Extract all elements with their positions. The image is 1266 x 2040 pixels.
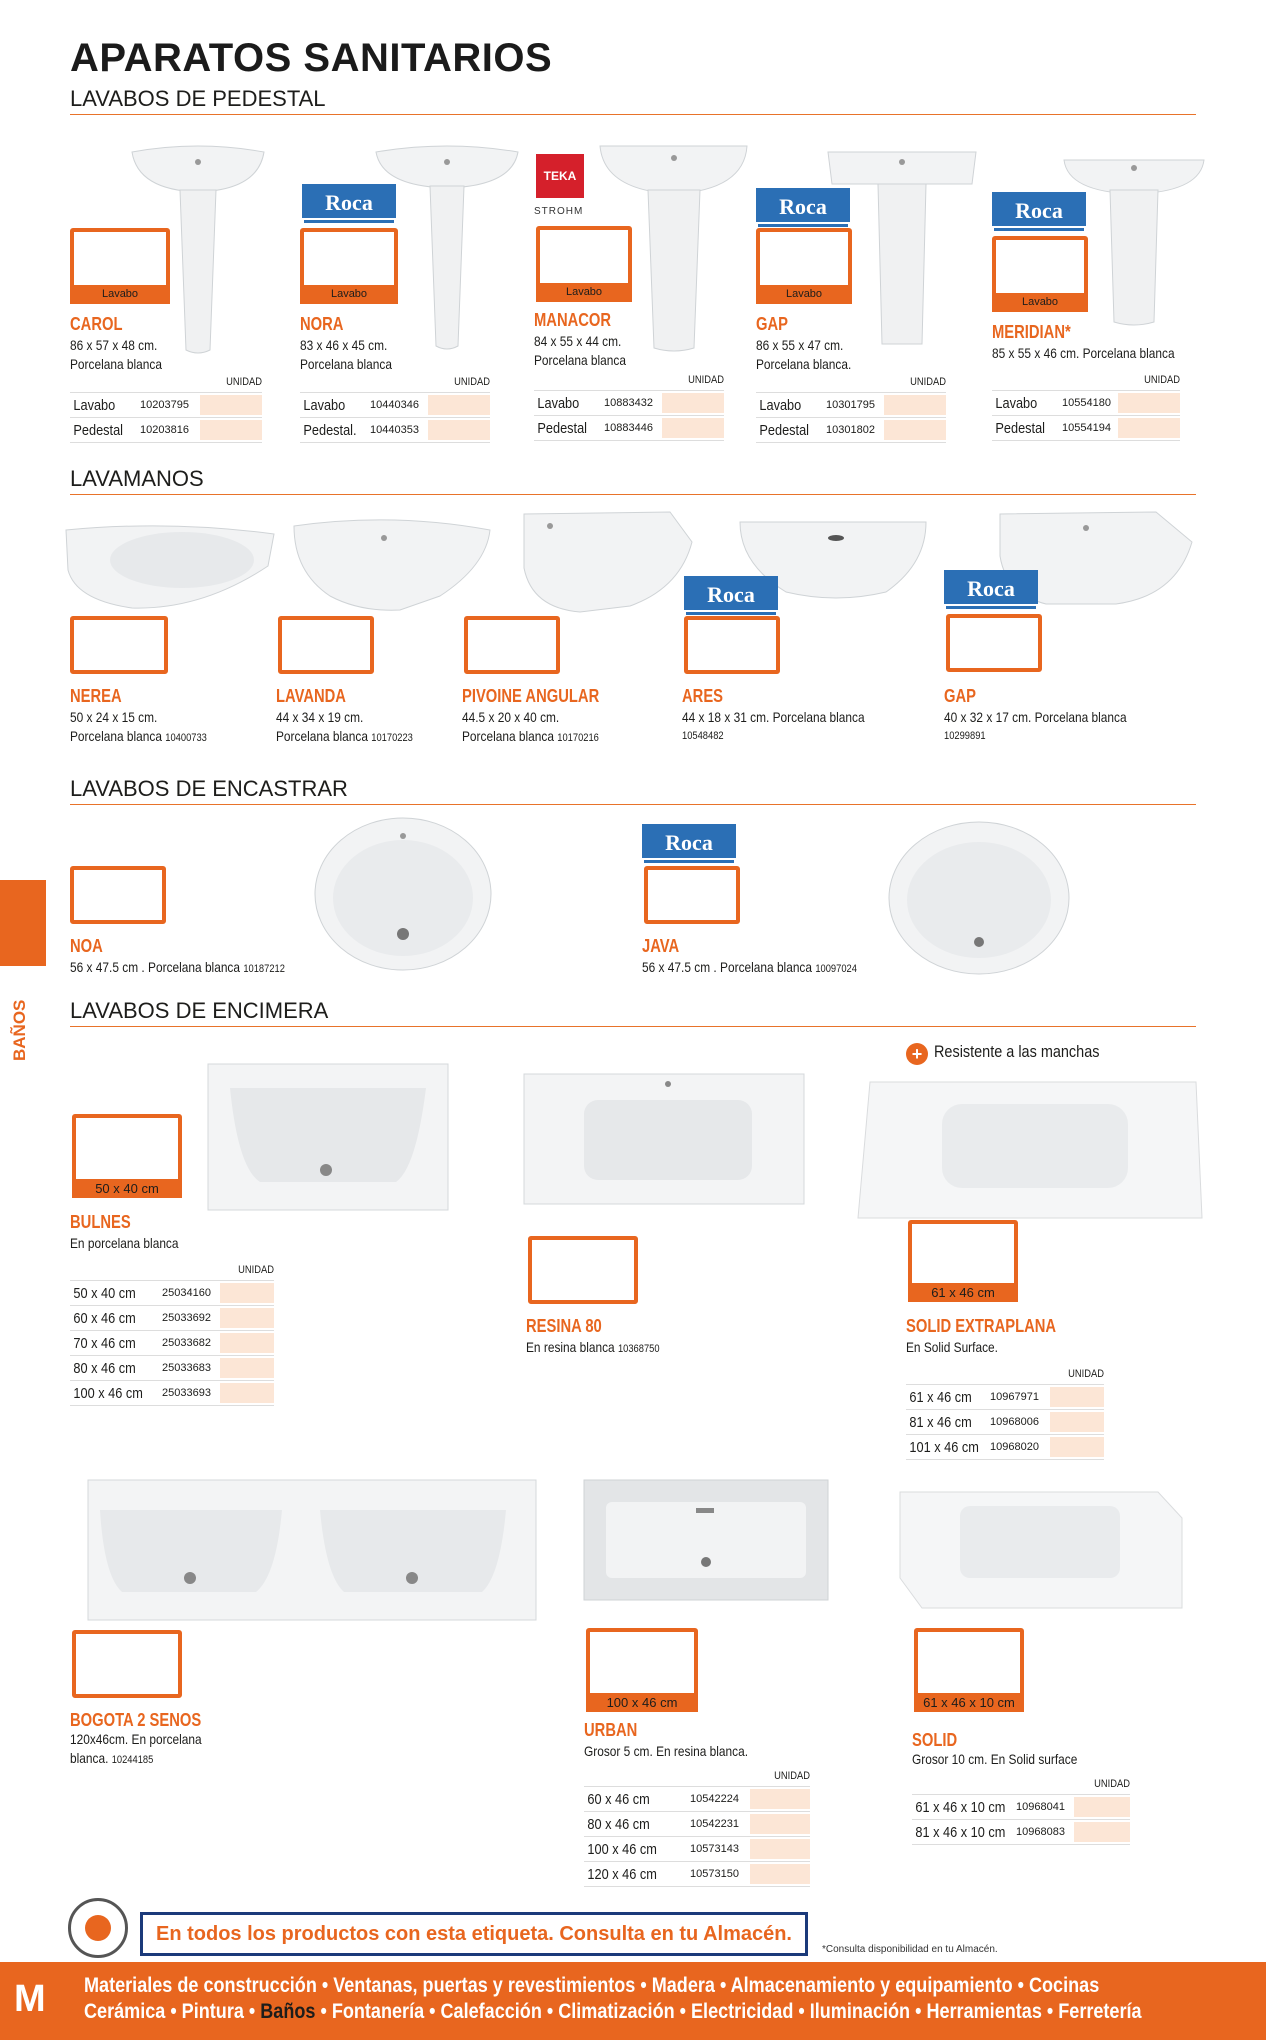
table-row bbox=[70, 1355, 274, 1381]
row-label: 70 x 46 cm bbox=[73, 1334, 136, 1352]
product-desc bbox=[70, 336, 162, 374]
product-name: ARES bbox=[682, 686, 724, 706]
row-code: 10968006 bbox=[990, 1416, 1039, 1428]
table-row bbox=[70, 1330, 274, 1356]
product-name: GAP bbox=[756, 314, 788, 334]
row-code: 10968083 bbox=[1016, 1826, 1065, 1838]
product-desc: En Solid Surface. bbox=[906, 1339, 998, 1355]
desc-line: Porcelana blanca bbox=[70, 356, 162, 372]
row-label: 60 x 46 cm bbox=[73, 1309, 136, 1327]
desc-line: 83 x 46 x 45 cm. bbox=[300, 337, 388, 353]
table-row bbox=[906, 1384, 1104, 1410]
price-box bbox=[72, 1114, 182, 1198]
product-desc bbox=[70, 708, 207, 748]
desc-line: 86 x 57 x 48 cm. bbox=[70, 337, 158, 353]
roca-logo: Roca bbox=[944, 570, 1038, 604]
ref-table bbox=[70, 1264, 274, 1405]
price-box bbox=[992, 236, 1088, 312]
ref-code: 10368750 bbox=[617, 1343, 660, 1355]
price-cell bbox=[750, 1839, 810, 1859]
ref-code: 10400733 bbox=[165, 732, 207, 744]
product-name: PIVOINE ANGULAR bbox=[462, 686, 600, 706]
product-desc bbox=[276, 708, 413, 748]
price-box bbox=[300, 228, 398, 304]
ref-table bbox=[300, 376, 490, 442]
table-row bbox=[70, 1380, 274, 1406]
row-code: 10554180 bbox=[1062, 397, 1111, 409]
table-row bbox=[300, 392, 490, 418]
price-cell bbox=[428, 420, 490, 440]
row-label: Lavabo bbox=[995, 394, 1038, 412]
price-cell bbox=[220, 1283, 274, 1303]
unidad-header: UNIDAD bbox=[226, 376, 262, 388]
row-code: 25033682 bbox=[162, 1337, 211, 1349]
solid-extraplana-image bbox=[856, 1078, 1204, 1226]
footer-current-category: Baños bbox=[260, 2000, 316, 2023]
desc-text: Porcelana blanca bbox=[70, 728, 162, 744]
product-name: NORA bbox=[300, 314, 344, 334]
footer bbox=[0, 1962, 1266, 2040]
section-encimera: LAVABOS DE ENCIMERA bbox=[70, 998, 1196, 1027]
table-row bbox=[992, 390, 1180, 416]
price-box bbox=[586, 1628, 698, 1712]
ref-table bbox=[906, 1368, 1104, 1459]
price-cell bbox=[220, 1358, 274, 1378]
product-name: NEREA bbox=[70, 686, 122, 706]
price-tag: 61 x 46 cm bbox=[908, 1283, 1018, 1302]
price-box bbox=[946, 614, 1042, 672]
table-row bbox=[584, 1786, 810, 1812]
row-code: 10301802 bbox=[826, 424, 875, 436]
unidad-header: UNIDAD bbox=[774, 1770, 810, 1782]
table-row bbox=[70, 417, 262, 443]
table-row bbox=[300, 417, 490, 443]
ref-code: 10170223 bbox=[371, 732, 413, 744]
roca-logo: Roca bbox=[756, 188, 850, 222]
bulnes-image bbox=[206, 1058, 450, 1218]
footer-text: Cerámica • Pintura • bbox=[84, 2000, 261, 2023]
price-cell bbox=[884, 395, 946, 415]
price-cell bbox=[1118, 418, 1180, 438]
row-code: 10573150 bbox=[690, 1868, 739, 1880]
pivoine-image bbox=[520, 508, 696, 616]
row-code: 25033693 bbox=[162, 1387, 211, 1399]
price-cell bbox=[220, 1383, 274, 1403]
price-cell bbox=[662, 393, 724, 413]
price-cell bbox=[1050, 1437, 1104, 1457]
plus-icon: + bbox=[906, 1043, 928, 1065]
price-box bbox=[70, 616, 168, 674]
price-box bbox=[536, 226, 632, 302]
desc-text: Porcelana blanca bbox=[276, 728, 368, 744]
price-box bbox=[70, 228, 170, 304]
product-desc bbox=[944, 708, 1127, 746]
desc-line: Porcelana blanca bbox=[534, 352, 626, 368]
roca-logo: Roca bbox=[302, 184, 396, 218]
product-desc: Grosor 5 cm. En resina blanca. bbox=[584, 1743, 749, 1759]
store-logo: M bbox=[14, 1978, 46, 2020]
ref-table bbox=[534, 374, 724, 440]
product-desc bbox=[682, 708, 865, 746]
price-cell bbox=[750, 1814, 810, 1834]
row-label: Lavabo bbox=[73, 396, 116, 414]
desc-line: 85 x 55 x 46 cm. Porcelana blanca bbox=[992, 345, 1175, 361]
row-label: Lavabo bbox=[537, 394, 580, 412]
desc-line: 44.5 x 20 x 40 cm. bbox=[462, 709, 560, 725]
desc-line bbox=[70, 1749, 202, 1770]
ref-table bbox=[756, 376, 946, 442]
price-tag: 50 x 40 cm bbox=[72, 1179, 182, 1198]
row-label: 50 x 40 cm bbox=[73, 1284, 136, 1302]
product-name: GAP bbox=[944, 686, 976, 706]
table-row bbox=[912, 1794, 1130, 1820]
product-desc bbox=[526, 1338, 660, 1359]
price-cell bbox=[200, 420, 262, 440]
row-code: 10883432 bbox=[604, 397, 653, 409]
row-code: 10203795 bbox=[140, 399, 189, 411]
table-row bbox=[534, 415, 724, 441]
product-name: JAVA bbox=[642, 936, 680, 956]
product-desc bbox=[756, 336, 851, 374]
resina-image bbox=[522, 1070, 808, 1210]
desc-text: En resina blanca bbox=[526, 1339, 615, 1355]
product-name: LAVANDA bbox=[276, 686, 346, 706]
price-cell bbox=[1074, 1822, 1130, 1842]
row-code: 10883446 bbox=[604, 422, 653, 434]
section-pedestal: LAVABOS DE PEDESTAL bbox=[70, 86, 1196, 115]
ref-table bbox=[992, 374, 1180, 440]
product-desc bbox=[462, 708, 599, 748]
desc-line: 84 x 55 x 44 cm. bbox=[534, 333, 622, 349]
price-cell bbox=[200, 395, 262, 415]
noa-image bbox=[312, 814, 494, 974]
price-tag: Lavabo bbox=[992, 293, 1088, 312]
price-box bbox=[684, 616, 780, 674]
product-name: URBAN bbox=[584, 1720, 638, 1740]
desc-text: blanca. bbox=[70, 1750, 109, 1766]
java-image bbox=[886, 818, 1072, 978]
product-desc bbox=[992, 344, 1175, 363]
desc-line: 44 x 34 x 19 cm. bbox=[276, 709, 364, 725]
price-cell bbox=[1050, 1412, 1104, 1432]
table-row bbox=[906, 1409, 1104, 1435]
price-box bbox=[72, 1630, 182, 1698]
product-name: MANACOR bbox=[534, 310, 612, 330]
nerea-image bbox=[62, 520, 278, 612]
desc-line: Porcelana blanca. bbox=[756, 356, 852, 372]
row-label: 60 x 46 cm bbox=[587, 1790, 650, 1808]
row-label: Pedestal bbox=[995, 419, 1046, 437]
product-desc bbox=[534, 332, 626, 370]
price-cell bbox=[750, 1864, 810, 1884]
availability-note: *Consulta disponibilidad en tu Almacén. bbox=[822, 1944, 998, 1955]
product-desc bbox=[642, 958, 857, 979]
footer-categories-line1: Materiales de construcción • Ventanas, puertas y revestimientos • Madera • Almacenamiento y equipamiento • Cocinas bbox=[84, 1974, 1100, 1997]
price-box bbox=[278, 616, 374, 674]
product-name: NOA bbox=[70, 936, 103, 956]
price-cell bbox=[1050, 1387, 1104, 1407]
unidad-header: UNIDAD bbox=[1094, 1778, 1130, 1790]
row-label: 81 x 46 cm bbox=[909, 1413, 972, 1431]
footer-categories-line2 bbox=[84, 2000, 1142, 2024]
ref-code: 10187212 bbox=[243, 963, 285, 975]
row-label: 80 x 46 cm bbox=[73, 1359, 136, 1377]
price-tag: Lavabo bbox=[70, 285, 170, 304]
price-cell bbox=[884, 420, 946, 440]
ref-code: 10097024 bbox=[815, 963, 857, 975]
promo-banner: En todos los productos con esta etiqueta. Consulta en tu Almacén. bbox=[140, 1912, 808, 1956]
footer-text: • Fontanería • Calefacción • Climatización • Electricidad • Iluminación • Herramientas • Ferretería bbox=[315, 2000, 1142, 2023]
desc-text: Porcelana blanca bbox=[462, 728, 554, 744]
table-row bbox=[534, 390, 724, 416]
lavanda-image bbox=[290, 516, 494, 616]
table-row bbox=[756, 392, 946, 418]
table-row bbox=[992, 415, 1180, 441]
product-name: BULNES bbox=[70, 1212, 131, 1232]
price-tag: Lavabo bbox=[536, 283, 632, 302]
desc-line: 50 x 24 x 15 cm. bbox=[70, 709, 158, 725]
table-row bbox=[584, 1836, 810, 1862]
product-name: RESINA 80 bbox=[526, 1316, 602, 1336]
price-cell bbox=[750, 1789, 810, 1809]
price-box bbox=[756, 228, 852, 304]
unidad-header: UNIDAD bbox=[910, 376, 946, 388]
row-label: 101 x 46 cm bbox=[909, 1438, 979, 1456]
row-code: 10554194 bbox=[1062, 422, 1111, 434]
row-code: 10968041 bbox=[1016, 1801, 1065, 1813]
product-desc: En porcelana blanca bbox=[70, 1235, 179, 1251]
row-code: 25033692 bbox=[162, 1312, 211, 1324]
ref-code: 10299891 bbox=[944, 730, 986, 742]
row-label: Pedestal bbox=[759, 421, 810, 439]
price-box bbox=[464, 616, 560, 674]
table-row bbox=[70, 1305, 274, 1331]
ref-table bbox=[584, 1770, 810, 1886]
desc-line bbox=[462, 727, 599, 748]
row-label: 120 x 46 cm bbox=[587, 1865, 657, 1883]
price-box bbox=[644, 866, 740, 924]
price-cell bbox=[428, 395, 490, 415]
row-label: 100 x 46 cm bbox=[73, 1384, 143, 1402]
table-row bbox=[70, 392, 262, 418]
product-desc bbox=[300, 336, 392, 374]
table-row bbox=[906, 1434, 1104, 1460]
row-label: 81 x 46 x 10 cm bbox=[915, 1823, 1006, 1841]
row-code: 10440353 bbox=[370, 424, 419, 436]
row-label: 61 x 46 x 10 cm bbox=[915, 1798, 1006, 1816]
table-row bbox=[70, 1280, 274, 1306]
roca-logo: Roca bbox=[992, 192, 1086, 226]
product-name: CAROL bbox=[70, 314, 123, 334]
page-title: APARATOS SANITARIOS bbox=[70, 36, 553, 80]
solid-image bbox=[898, 1488, 1184, 1616]
price-tag: 61 x 46 x 10 cm bbox=[914, 1693, 1024, 1712]
row-code: 10573143 bbox=[690, 1843, 739, 1855]
desc-line: Porcelana blanca bbox=[300, 356, 392, 372]
bogota-image bbox=[86, 1476, 538, 1626]
product-name: BOGOTA 2 SENOS bbox=[70, 1710, 202, 1730]
row-label: Lavabo bbox=[759, 396, 802, 414]
unidad-header: UNIDAD bbox=[1068, 1368, 1104, 1380]
row-label: Pedestal. bbox=[303, 421, 357, 439]
row-code: 10301795 bbox=[826, 399, 875, 411]
price-tag: Lavabo bbox=[756, 285, 852, 304]
unidad-header: UNIDAD bbox=[1144, 374, 1180, 386]
ref-table bbox=[912, 1778, 1130, 1844]
unidad-header: UNIDAD bbox=[454, 376, 490, 388]
ref-code: 10548482 bbox=[682, 730, 724, 742]
teka-logo: TEKA bbox=[536, 154, 584, 198]
desc-line bbox=[70, 727, 207, 748]
desc-line: 120x46cm. En porcelana bbox=[70, 1731, 202, 1747]
price-cell bbox=[1074, 1797, 1130, 1817]
desc-line: 40 x 32 x 17 cm. Porcelana blanca bbox=[944, 709, 1127, 725]
row-label: Pedestal bbox=[537, 419, 588, 437]
unidad-header: UNIDAD bbox=[688, 374, 724, 386]
price-tag: Lavabo bbox=[300, 285, 398, 304]
roca-logo: Roca bbox=[684, 576, 778, 610]
price-cell bbox=[662, 418, 724, 438]
section-encastrar: LAVABOS DE ENCASTRAR bbox=[70, 776, 1196, 805]
product-desc bbox=[70, 1730, 202, 1770]
stain-resistant-badge: Resistente a las manchas bbox=[934, 1042, 1100, 1061]
row-code: 25034160 bbox=[162, 1287, 211, 1299]
row-code: 10542231 bbox=[690, 1818, 739, 1830]
price-cell bbox=[220, 1308, 274, 1328]
urban-image bbox=[582, 1478, 830, 1612]
price-box bbox=[914, 1628, 1024, 1712]
row-label: Lavabo bbox=[303, 396, 346, 414]
row-label: 61 x 46 cm bbox=[909, 1388, 972, 1406]
roca-logo: Roca bbox=[642, 824, 736, 858]
desc-line: 86 x 55 x 47 cm. bbox=[756, 337, 844, 353]
row-code: 25033683 bbox=[162, 1362, 211, 1374]
row-label: 80 x 46 cm bbox=[587, 1815, 650, 1833]
strohm-logo: STROHM bbox=[534, 206, 584, 217]
row-code: 10440346 bbox=[370, 399, 419, 411]
row-code: 10967971 bbox=[990, 1391, 1039, 1403]
row-label: 100 x 46 cm bbox=[587, 1840, 657, 1858]
table-row bbox=[584, 1861, 810, 1887]
row-code: 10203816 bbox=[140, 424, 189, 436]
product-name: SOLID bbox=[912, 1730, 958, 1750]
price-cell bbox=[220, 1333, 274, 1353]
price-tag: 100 x 46 cm bbox=[586, 1693, 698, 1712]
desc-text: 56 x 47.5 cm . Porcelana blanca bbox=[642, 959, 813, 975]
row-code: 10542224 bbox=[690, 1793, 739, 1805]
product-desc bbox=[70, 958, 285, 979]
product-desc: Grosor 10 cm. En Solid surface bbox=[912, 1751, 1078, 1767]
row-code: 10968020 bbox=[990, 1441, 1039, 1453]
desc-text: 56 x 47.5 cm . Porcelana blanca bbox=[70, 959, 241, 975]
product-name: MERIDIAN* bbox=[992, 322, 1071, 342]
table-row bbox=[756, 417, 946, 443]
price-box bbox=[70, 866, 166, 924]
side-tab bbox=[0, 880, 46, 966]
desc-line bbox=[276, 727, 413, 748]
product-name: SOLID EXTRAPLANA bbox=[906, 1316, 1057, 1336]
special-price-stamp-icon bbox=[68, 1898, 128, 1958]
ref-table bbox=[70, 376, 262, 442]
desc-line: 44 x 18 x 31 cm. Porcelana blanca bbox=[682, 709, 865, 725]
row-label: Pedestal bbox=[73, 421, 124, 439]
unidad-header: UNIDAD bbox=[238, 1264, 274, 1276]
ref-code: 10170216 bbox=[557, 732, 599, 744]
side-tab-label: BAÑOS bbox=[10, 999, 29, 1061]
section-lavamanos: LAVAMANOS bbox=[70, 466, 1196, 495]
table-row bbox=[584, 1811, 810, 1837]
ref-code: 10244185 bbox=[111, 1754, 154, 1766]
price-box bbox=[528, 1236, 638, 1304]
table-row bbox=[912, 1819, 1130, 1845]
price-box bbox=[908, 1220, 1018, 1302]
price-cell bbox=[1118, 393, 1180, 413]
